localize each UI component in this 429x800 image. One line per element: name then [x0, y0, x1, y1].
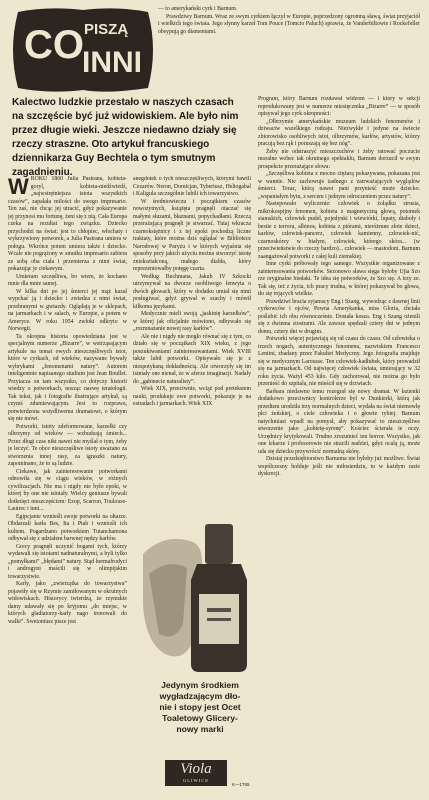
ad-line: Toaletowy Glicery- [162, 713, 238, 723]
article-column-1 [8, 176, 127, 794]
article-lead: Kalectwo ludzkie przestało w naszych czasach na szczęście być już widowiskiem. Ale było nim przez długie wieki. Jeszcze niedawno działy się rzeczy straszne. Oto artykuł francuskiego dziennikarza Guy Bechtela o tym smutnym zagadnieniu. [12, 97, 239, 178]
paragraph [8, 176, 127, 274]
co-pisza-inni-logo [8, 6, 158, 94]
badge-word-inni: INNI [82, 46, 142, 79]
paragraph: Egipcjanie wznieśli swoje potworki na ołtarze. Obdarzali karła Bes, Ita i Ptah i wzniośli ich kultem. Pogardzano potworkiem Tutanchamona odbywał się z udziałem barwnej nędzy karłów. [8, 513, 127, 542]
paragraph: Karły, jako „zwierzątka do towarzystwa” pojawiły się w Rzymie zamiłowanym w okrutnych widowiskach. Historycy twierdzą, że rzymskie damy udawały się po kryjomu „do miejsc, w których gladiatorzy-karły nago trenowali do walki”. Swetoniusz pisze jest [8, 581, 127, 625]
paragraph: Wiek XIX, przeciwnie, wciąż pod pretekstem nauki, produkuje owe potworki, pokazuje je na estradach i jarmarkach. Wiek XIX [133, 386, 251, 407]
paragraph: W kilka dni po jej śmierci jej mąż kazał wypchać ją i dziecko i zwiedza z nimi świat, przebranymi w gwiazdy. Oglądają je w sklepach, na jarmarkach i w salach, w Europie, a potem w Ameryce. W roku 1954 zwłoki odkryto w Norwegii. [8, 288, 127, 332]
brand-name: Viola [180, 761, 212, 777]
brand-city: GLIWICE [183, 778, 209, 783]
paragraph: Nastepowało wyliczenie: człowiek o żołądku strusia, mikrokospijny fenomen, kobieta z magnetyczną głową, potomek siamskich, człowiek pudel, pojedynki i wiewiórki, lupaty, diaboły i bestie z terroru, albinos, kobieta z piórami, nieróżmne złote dzieci, karłów, człowiek-pancerz, człowiek kamienny, człowiek-nić, czarnoskórzy w białym, człowiek, którego skóra... (w przeciwieństwie do rzeczy bardzo)... człowiek — mastodont. Barnum zaangażował potworki z całej kuli ziemskiej. [258, 201, 420, 260]
ad-line: wygładzającym dło- [159, 691, 241, 701]
ad-line: nie i stopy jest Ocet [159, 702, 241, 712]
paragraph: „Olbrzymie amerykańskie muzeum ludzkich fenomenów i dziwactw wszelkiego rodzaju. Niezwykłe i jedyne na świecie zbiorowisko osobliwych istot, olbrzymów, karłów, artystów, którzy pracują bez rąk i poruszają się bez nóg”. [258, 118, 420, 147]
paragraph: Ale nie i nigdy nie mogło równać się z tym, co działo się w początkach XIX wieku, z jego poszukiwaniami zainteresowaniami. Wiek XVIII także lubił potworki. Opisywało się je z niespotykaną dokładnością. Ale otworzyły się im istniały one nienał, że w aferze imaginacji. Nadały do „gabinecie naturalisty”. [133, 333, 251, 385]
paragraph: Medycznie mieli swoją „jaskinię karzełków”, w której jak oficjalnie mówiono, odbywało się „rozmnażanie nowej rasy karłów”. [133, 311, 251, 332]
advertisement-text [148, 680, 252, 735]
paragraph: Żeby nie odstraszyć mieszczuchów i żeby ratować poczucie moralne wobec tak okrutnego spektaklu, Barnum dorzucił w swym prospekcie przerażające słowa: [258, 148, 420, 170]
column-header [6, 6, 170, 98]
paragraph: Umieram szczęśliwa, bo wiem, że kochano mnie dla mnie samej. [8, 273, 127, 287]
paragraph: Barbara niedawno temu rozegrał się nowy dramat. W łazienki dodatkowo przeciwnicy kontrolerze był w Dunkierki, którą jak przedtem urodziła trzy normalnych dzieci, wydała na świat niemowlę płci żeńskiej, o ciele człowieka i o głowie rybiej. Barnum natychmiast wpadł na pomysł, aby pokazywać to nieszczęśliwe stworzenie jako „kobietę-syrenę”. Kościec ścierała te oczy. Urzędnicy krytykowali. Trudno zrozumieć ten horror. Wszystko, jak one lekarze i profesorowie nie stracili nadziei, gdyż ocalą ją, może uda się dziecku przywrócić normalną skórę. [258, 388, 420, 455]
paragraph: „Szczęśliwa kobieta z mocno ciężarą pokazywana, pokazana jest w wannie. Nie zachowuje żadnego z zatrważających wyglądów śmierci. Teraz, którą nawet pani przynieść może dziecko. „wspaniałym bytu, z sercem i jednym odroczeniem przez natury”. [258, 171, 420, 200]
paragraph: Ciekawe, jak zainteresowanie potworkami odnowiła się w ciągu wieków, w różnych cywilizacjach. Nie ma i nigdy nie było epoki, w której by one nie istniały. Wielcy geniusze bywali dotknięci nieszczęściem: Ezop, Scarron, Toulouse-Lautrec i inni... [8, 468, 127, 512]
paragraph: Prawdziwy Barnum. Wraz ze swym cyrkiem łączył w Europie, poprzedzony ogromną sławą, świat przyjaciół i wielkich tego świata. Jego słynny karzeł Tom Pouce (Tomcio Paluch) sprawia, że Vanderbiltowie i Rockefeller obsypują go diamentami. [158, 13, 420, 35]
paragraph: Potworki, istoty zdeformowane, karzełki czy olbrzymy od wieków — wzbudzają śmiech... Przez długi czas nikt nawet nie myślał o tym, żeby je leczyć. Te obce nieszczęśliwe istoty uważano za stworzenia innej rasy, za igraszki natury, zapominano, że to są ludzie. [8, 423, 127, 467]
paragraph: — to amerykański cyrk i Barnum. [158, 6, 238, 12]
paragraph: W średniowieczu i początkiem czasów nowożytnych, książęta pragnęli otaczać się małymi słuzami, błaznami, popychadłami. Rzeczą przerażającą pragnęli je stwarzać. Tutaj wkracza czarnoksiężnicy i z tej epoki pochodzą liczne traktaty, które można dziś oglądać w Bibliotece Narodowej w Paryżu i w których wyjaśnia się sposoby przy jakich użyciu można stworzyć istotę zniekształconą, małego diabła, który reprezentowałby potęgę czarta. [133, 198, 251, 272]
article-column-2 [133, 176, 251, 506]
ad-line: nowy marki [176, 724, 224, 734]
paragraph: Dzisiaj przedsiębiorstwo Barnuma nie byłoby już możliwe. Świat współczesny hołduje jeśli nie miłosierdziu, to w każdym razie dyskrecji. [258, 456, 420, 477]
top-right-text [158, 6, 420, 36]
paragraph: Program, który Barnum rozdawał widzom — i który w sekcji reprodukowany jest w numerze miesięcznika „Bizarre” — w sposób opisywał jego cyrk okropności: [258, 96, 420, 117]
paragraph: anegdotek o tych nieszczęśliwych, którymi bawili Cezarów. Neron, Domicjan, Tyberiusz, Heliogabal i Kaligula szczególnie lubili ich towarzystwo. [133, 176, 251, 197]
ad-line: Jedynym środkiem [161, 680, 239, 690]
article-column-3 [258, 96, 420, 794]
drop-cap: W [8, 176, 29, 199]
paragraph: Ta okropna historia opowiedziana jest w specjalnym numerze „Bizarre”, w wstrząsającym artykule na temat owych nieszczęśliwych istot, które w cyrkach, od wieków, nazywane bywały wybrykami „fenomenami natury”. Autorem inteligentnie napisanego studium jest Jean Boullet. Przytacza on tam wszystko, co dotyczy historii wiedzy o potworkach, nosząc nazwę teratologii. Tak tekst, jak i fotografie ilustrujące artykuł, są czymś zdumiewającym. Jest to rozprawa, potwierdzona wstydliwemu dramatowi, o którym się nie mówi. [8, 333, 127, 422]
paragraph: Inne cyrki próbowały tego samego. Wszystkie organizowane z zainteresowania potworków. Sezonowo sława sięga byłoby Ujia Szo rze oryginalne biedaki. Te idea się potworków, że Szo się. A trzy ze. Tak się, też z życia, ich pracy trudna, w której pokazywał bo głowa, tło się rojących wielkie. [258, 261, 420, 297]
viola-logo [165, 760, 227, 786]
ad-code: K—1765 [232, 782, 250, 787]
bottle-cap [205, 524, 233, 564]
badge-word-co: CO [24, 23, 84, 67]
paragraph: Potworki więcej pojawiają się od czasu do czasu. Od człowieka o trzech nogach, autentycznego fenomenu, nazwiskiem Francesco Lentini, zbadany przez Fakultet Medyczny. Jego fotografia znajduje się w medycznym Larousse. Ten człowiek-kadłubek, który prowadził się na jarmarkach. Od najwięcej człowiek świata, umierający w 32 roku życia. Ważył 453 kilo. Gdy zachorował, nie można go było przenieść do szpitala, nie mieścił się w drzwiach. [258, 336, 420, 387]
paragraph: Według Buchmana, Jakub IV Szkocki utrzymywał na dworze osobliwego fenwyta o dwóch głowach, który w dodatku umiał się nimi posługiwać, gdyż grywał w szachy i mówił kilkoma językami. [133, 273, 251, 310]
badge-word-pisza: PISZĄ [84, 21, 129, 38]
paragraph: Grecy pragnęli uczynić bogami tych, którzy wydawali się istotami nadnaturalnymi, a byli tylko „pomyłkami” „błędami” natury. Stąd hermafrodyci i androgyni maścili się w olimpijskim towarzystwie. [8, 543, 127, 580]
paragraph-text: ROKU 1860 Julia Pastrana, kobieta-goryl, kobieta-niedźwiedź, „najwstrętniejsza istota wszystkich czasów”, zapalała milości do swego impresario. Ten zaś, nie chcąc jej utracić, gdyż pokazywanie jej przynosi mu fortunę, żeni się z nią. Cała Europa czeka na rezultat tego związku. Dziecko przychodzi na świat: jest to chłopiec, włochaty i wykrzywiony potworek, a Julia Pastrana umiera w połogu. Wkrótce potem umiera także i dziecko. Wcale nie pogrążony w smutku impresario zabiera ze sobą oba ciała i przemierza z nimi świat, pokazując je ciekawym. [8, 176, 127, 272]
advertisement-image [135, 514, 255, 796]
paragraph: Prawdziwi bracia syjamscy Eng i Szang, wywodząc z dawnej linii cyrkowców i ojców, Pewna Amerykanka, miss Gloria, chciała poślubić ich obu równocześnie. Dostała kosza. Eng i Szang ożenili się z dwiema siostrami. Ale zawsze spędzali cztery dni w jednym domu, cztery dni w drugim. [258, 298, 420, 335]
